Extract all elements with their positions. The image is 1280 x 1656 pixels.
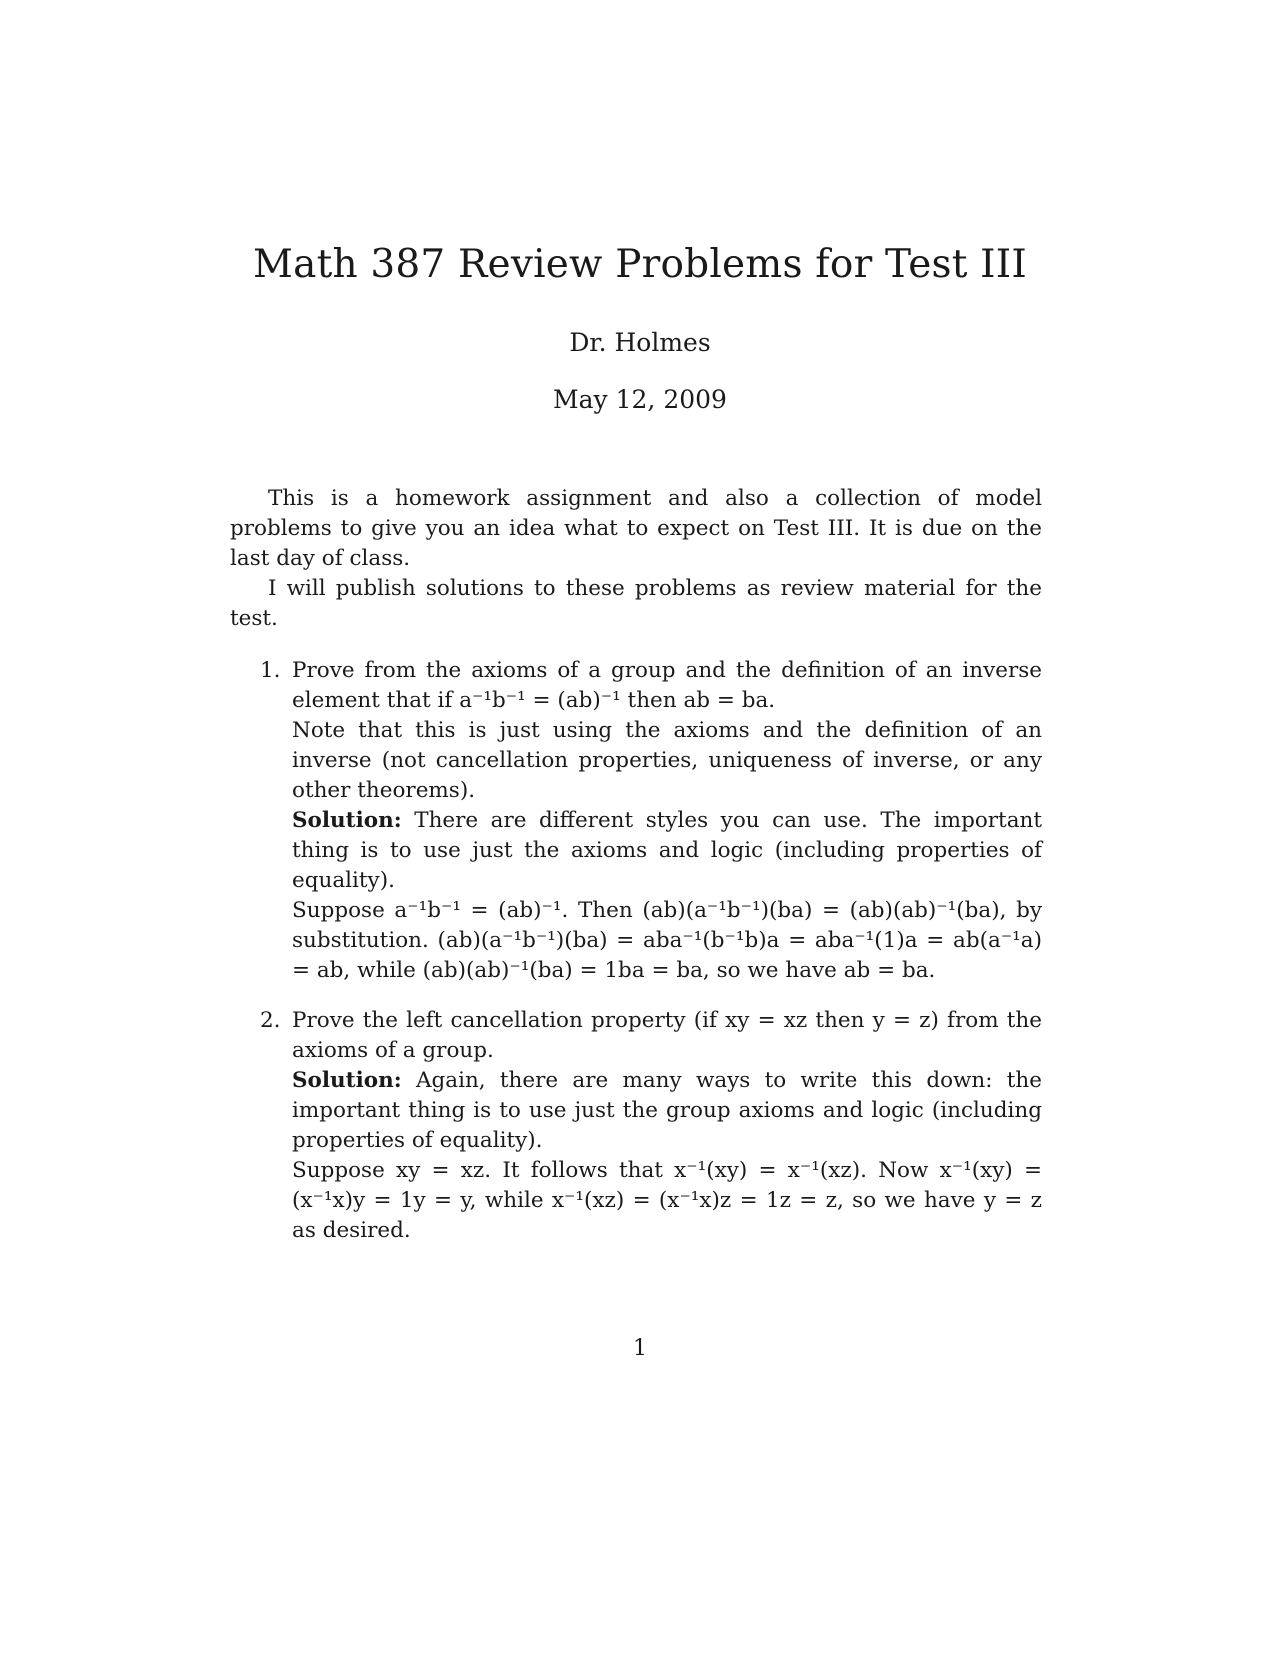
date: May 12, 2009 bbox=[553, 385, 727, 414]
problem-list bbox=[230, 656, 1042, 1246]
problem-item bbox=[230, 1006, 1042, 1246]
author: Dr. Holmes bbox=[569, 328, 711, 357]
page-title: Math 387 Review Problems for Test III bbox=[252, 242, 1027, 287]
proof-paragraph: Suppose a⁻¹b⁻¹ = (ab)⁻¹. Then (ab)(a⁻¹b⁻¹)(ba) = (ab)(ab)⁻¹(ba), by substitution. (ab)(a⁻¹b⁻¹)(ba) = aba⁻¹(b⁻¹b)a = aba⁻¹(1)a = ab(a⁻¹a) = ab, while (ab)(ab)⁻¹(ba) = 1ba = ba, so we have ab = ba. bbox=[292, 898, 1042, 983]
solution-paragraph bbox=[292, 806, 1042, 896]
solution-paragraph bbox=[292, 1066, 1042, 1156]
problem-number: 1. bbox=[260, 658, 281, 683]
page-number: 1 bbox=[633, 1336, 647, 1361]
solution-label: Solution: bbox=[292, 808, 402, 833]
problem-statement: Prove from the axioms of a group and the definition of an inverse element that if a⁻¹b⁻¹ = (ab)⁻¹ then ab = ba. bbox=[292, 658, 1042, 713]
proof-paragraph: Suppose xy = xz. It follows that x⁻¹(xy) = x⁻¹(xz). Now x⁻¹(xy) = (x⁻¹x)y = 1y = y, while x⁻¹(xz) = (x⁻¹x)z = 1z = z, so we have y = z as desired. bbox=[292, 1158, 1042, 1243]
solution-text: Again, there are many ways to write this down: the important thing is to use just the group axioms and logic (including properties of equality). bbox=[292, 1068, 1042, 1153]
document-body bbox=[230, 484, 1042, 1266]
intro-paragraph: I will publish solutions to these problems as review material for the test. bbox=[230, 576, 1042, 631]
problem-note: Note that this is just using the axioms and the definition of an inverse (not cancellation properties, uniqueness of inverse, or any other theorems). bbox=[292, 718, 1042, 803]
solution-label: Solution: bbox=[292, 1068, 402, 1093]
solution-text: There are different styles you can use. The important thing is to use just the axioms and logic (including properties of equality). bbox=[292, 808, 1043, 893]
problem-statement: Prove the left cancellation property (if xy = xz then y = z) from the axioms of a group. bbox=[292, 1008, 1042, 1063]
problem-item bbox=[230, 656, 1042, 986]
problem-number: 2. bbox=[260, 1008, 281, 1033]
intro-paragraph: This is a homework assignment and also a collection of model problems to give you an idea what to expect on Test III. It is due on the last day of class. bbox=[230, 486, 1042, 571]
